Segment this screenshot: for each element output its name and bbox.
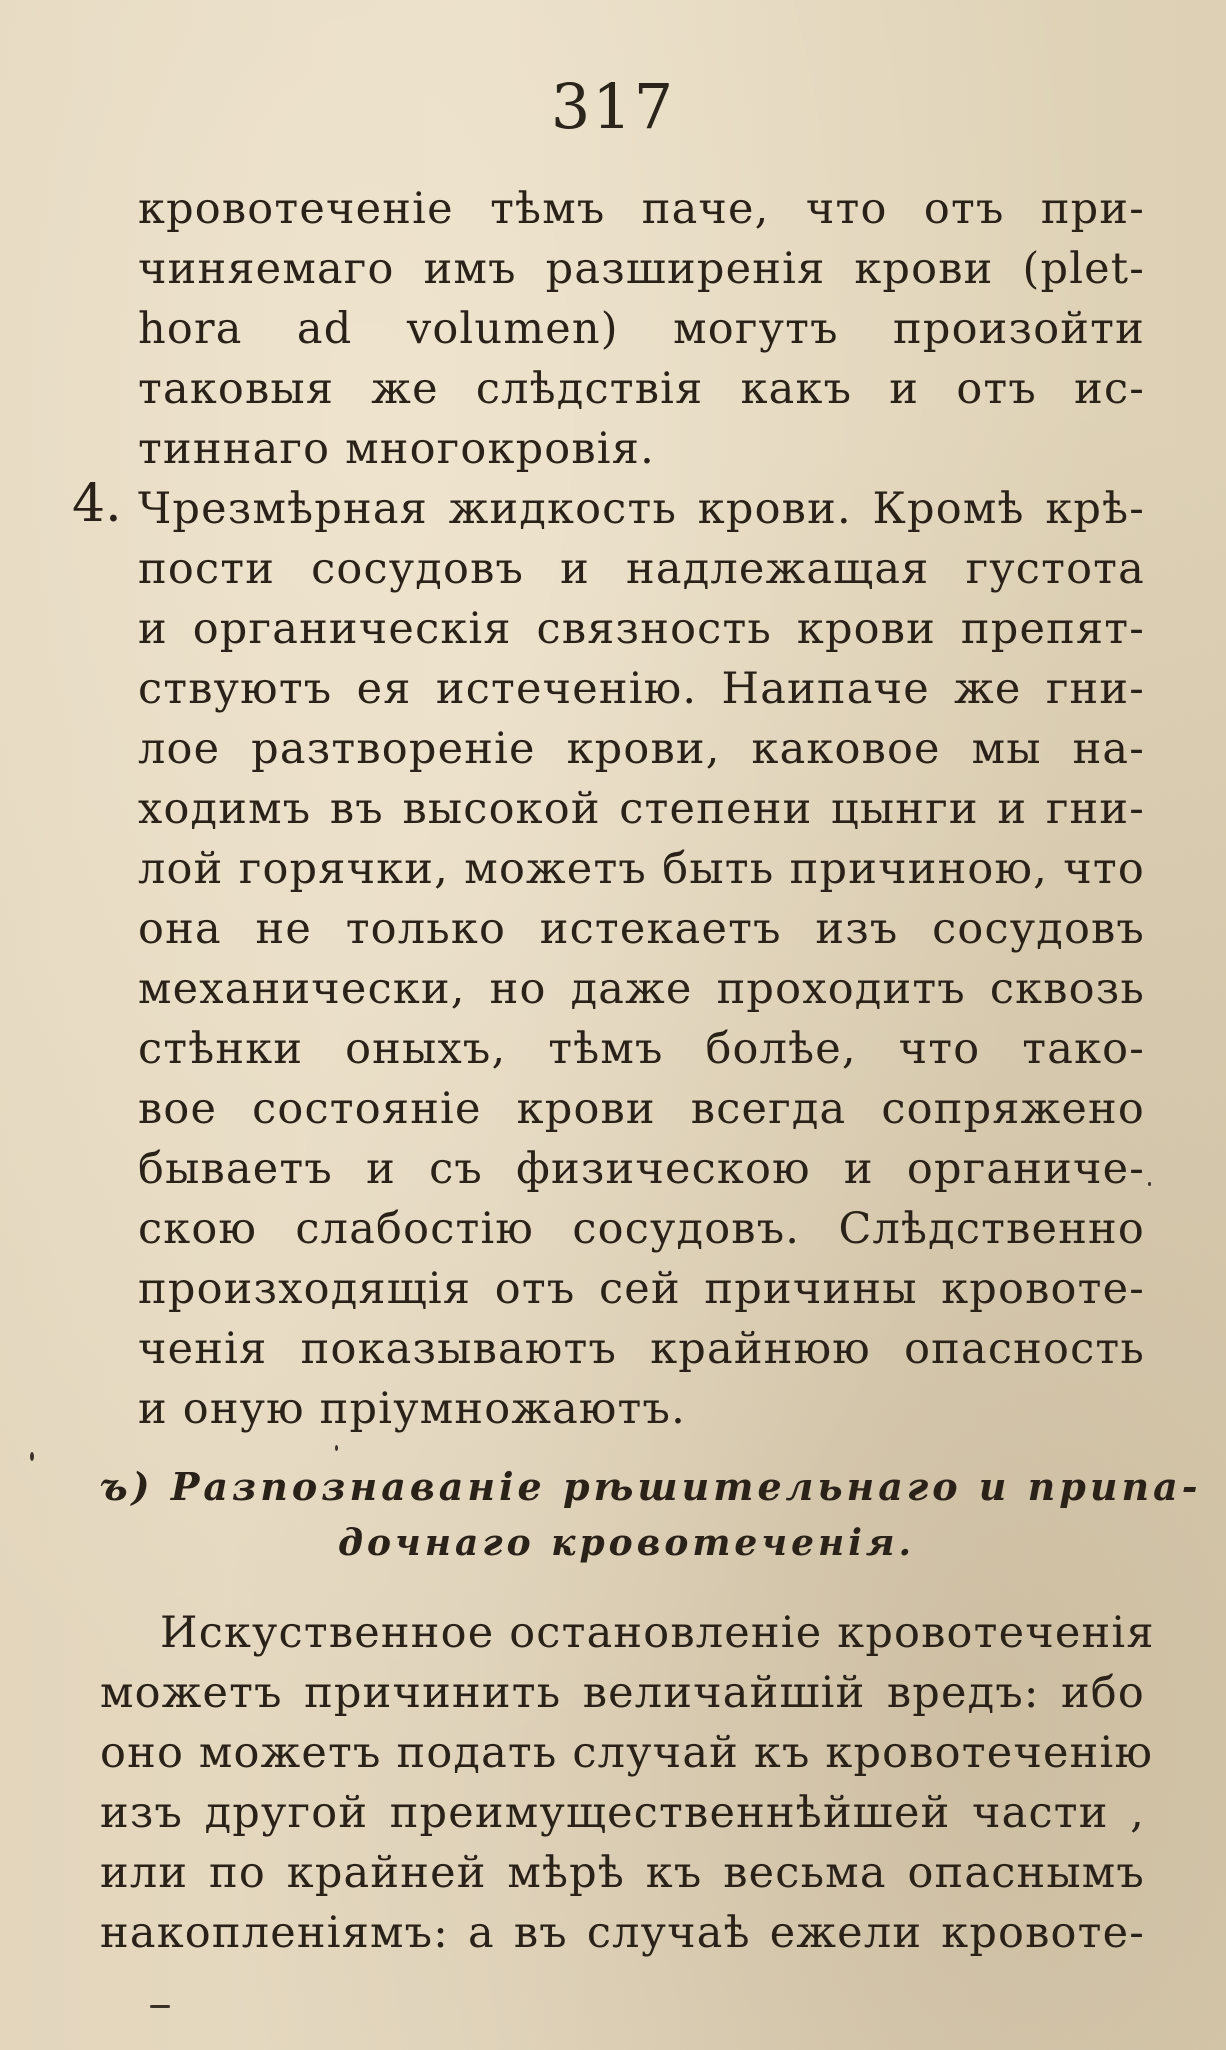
text-line: бываетъ и съ физическою и органиче- xyxy=(138,1144,1145,1194)
text-line: произходящія отъ сей причины кровоте- xyxy=(138,1264,1145,1314)
page-number: 317 xyxy=(550,70,676,143)
list-item-number: 4. xyxy=(72,474,122,534)
text-line: она не только истекаетъ изъ сосудовъ xyxy=(138,904,1145,954)
text-line: Искуственное остановленіе кровотеченія xyxy=(160,1608,1155,1658)
text-line: стѣнки оныхъ, тѣмъ болѣе, что тако- xyxy=(138,1024,1145,1074)
text-line: можетъ причинить величайшій вредъ: ибо xyxy=(100,1668,1145,1718)
text-line: hora ad volumen) могутъ произойти xyxy=(138,304,1145,354)
text-line: таковыя же слѣдствія какъ и отъ ис- xyxy=(138,364,1145,414)
text-line: ченія показываютъ крайнюю опасность xyxy=(138,1324,1145,1374)
text-line: лой горячки, можетъ быть причиною, что xyxy=(138,844,1145,894)
text-line: и органическія связность крови препят- xyxy=(138,604,1145,654)
text-line: вое состояніе крови всегда сопряжено xyxy=(138,1084,1145,1134)
text-line: лое разтвореніе крови, каковое мы на- xyxy=(138,724,1145,774)
text-line: и оную пріумножаютъ. xyxy=(138,1384,686,1434)
ink-speck xyxy=(335,1445,338,1451)
text-line: пости сосудовъ и надлежащая густота xyxy=(138,544,1145,594)
text-line: скою слабостію сосудовъ. Слѣдственно xyxy=(138,1204,1145,1254)
section-heading-line2: дочнаго кровотеченія. xyxy=(338,1522,916,1564)
ink-speck xyxy=(30,1452,34,1461)
text-line: ствуютъ ея истеченію. Наипаче же гни- xyxy=(138,664,1145,714)
ink-speck xyxy=(1148,1182,1151,1186)
text-line: изъ другой преимущественнѣйшей части , xyxy=(100,1788,1145,1838)
text-line: оно можетъ подать случай къ кровотеченію xyxy=(100,1728,1154,1778)
text-line: ходимъ въ высокой степени цынги и гни- xyxy=(138,784,1145,834)
section-heading-line1: ъ) Разпознаваніе рѣшительнаго и припа- xyxy=(100,1464,1202,1509)
text-line: Чрезмѣрная жидкость крови. Кромѣ крѣ- xyxy=(138,484,1145,534)
text-line: или по крайней мѣрѣ къ весьма опаснымъ xyxy=(100,1848,1145,1898)
text-line: чиняемаго имъ разширенія крови (plet- xyxy=(138,244,1145,294)
text-line: механически, но даже проходитъ сквозь xyxy=(138,964,1145,1014)
ink-speck xyxy=(150,2005,170,2008)
text-line: кровотеченіе тѣмъ паче, что отъ при- xyxy=(138,184,1145,234)
text-line: тиннаго многокровія. xyxy=(138,424,655,474)
text-line: накопленіямъ: а въ случаѣ ежели кровоте- xyxy=(100,1908,1145,1958)
